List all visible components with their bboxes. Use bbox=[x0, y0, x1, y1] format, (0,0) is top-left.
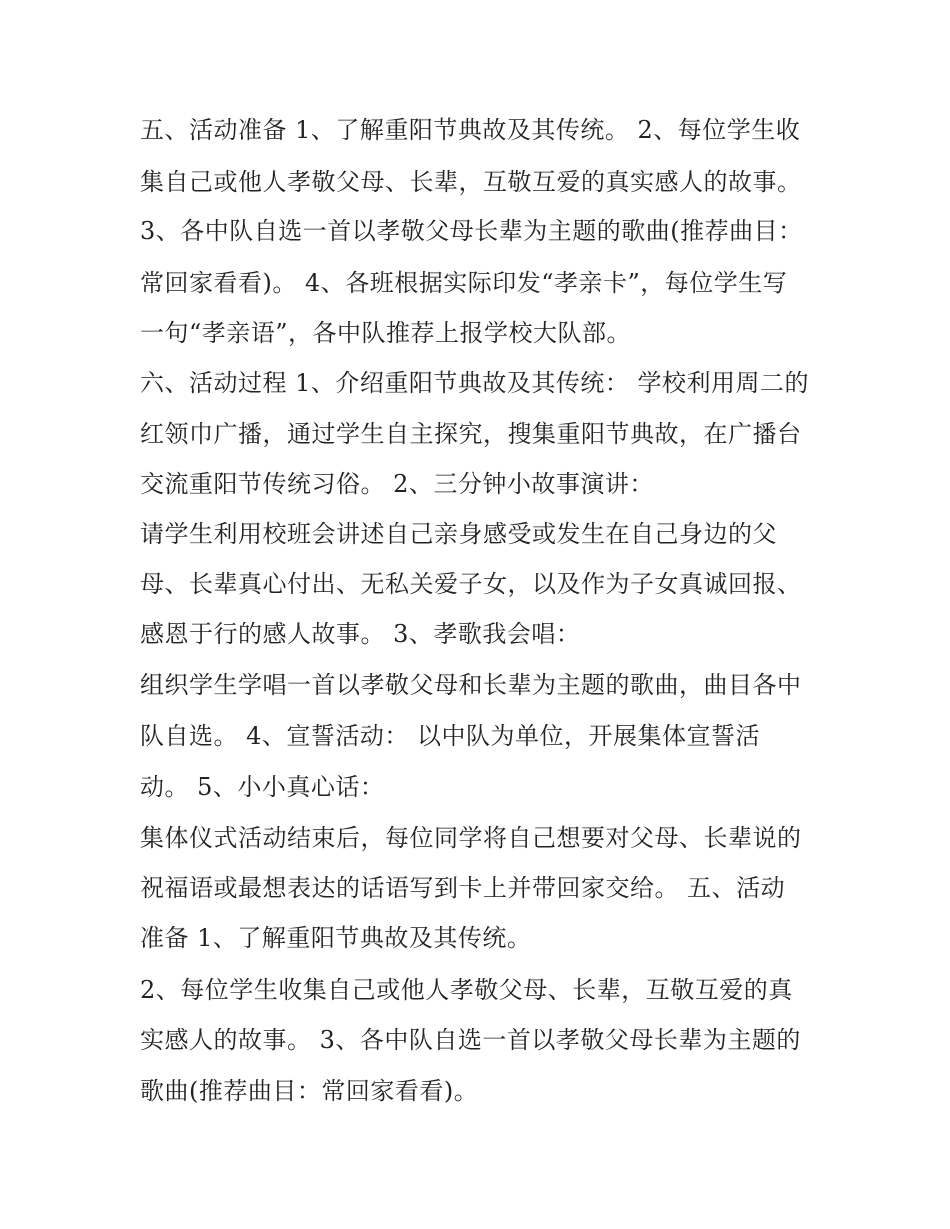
text-line: 五、活动准备 1、了解重阳节典故及其传统。 2、每位学生收 bbox=[140, 116, 801, 144]
text-line: 集自己或他人孝敬父母、长辈，互敬互爱的真实感人的故事。 bbox=[140, 168, 802, 196]
text-line: 红领巾广播，通过学生自主探究，搜集重阳节典故，在广播台 bbox=[140, 420, 802, 448]
text-line: 感恩于行的感人故事。 3、孝歌我会唱： bbox=[140, 620, 581, 648]
text-line: 一句“孝亲语”，各中队推荐上报学校大队部。 bbox=[140, 319, 632, 347]
text-line: 队自选。 4、宣誓活动： 以中队为单位，开展集体宣誓活 bbox=[140, 722, 761, 750]
text-line: 母、长辈真心付出、无私关爱子女，以及作为子女真诚回报、 bbox=[140, 570, 802, 598]
text-line: 交流重阳节传统习俗。 2、三分钟小故事演讲： bbox=[140, 470, 654, 498]
text-line: 祝福语或最想表达的话语写到卡上并带回家交给。 五、活动 bbox=[140, 874, 786, 902]
text-line: 请学生利用校班会讲述自己亲身感受或发生在自己身边的父 bbox=[140, 520, 777, 548]
text-line: 3、各中队自选一首以孝敬父母长辈为主题的歌曲(推荐曲目： bbox=[140, 217, 803, 245]
text-line: 组织学生学唱一首以孝敬父母和长辈为主题的歌曲，曲目各中 bbox=[140, 671, 802, 699]
text-line: 常回家看看)。 4、各班根据实际印发“孝亲卡”，每位学生写 bbox=[140, 269, 788, 297]
text-line: 准备 1、了解重阳节典故及其传统。 bbox=[140, 924, 532, 952]
text-line: 六、活动过程 1、介绍重阳节典故及其传统： 学校利用周二的 bbox=[140, 369, 810, 397]
text-line: 实感人的故事。 3、各中队自选一首以孝敬父母长辈为主题的 bbox=[140, 1026, 801, 1054]
text-line: 2、每位学生收集自己或他人孝敬父母、长辈，互敬互爱的真 bbox=[140, 976, 793, 1004]
text-line: 集体仪式活动结束后，每位同学将自己想要对父母、长辈说的 bbox=[140, 824, 802, 852]
text-line: 动。 5、小小真心话： bbox=[140, 773, 385, 801]
text-line: 歌曲(推荐曲目：常回家看看)。 bbox=[140, 1077, 479, 1105]
